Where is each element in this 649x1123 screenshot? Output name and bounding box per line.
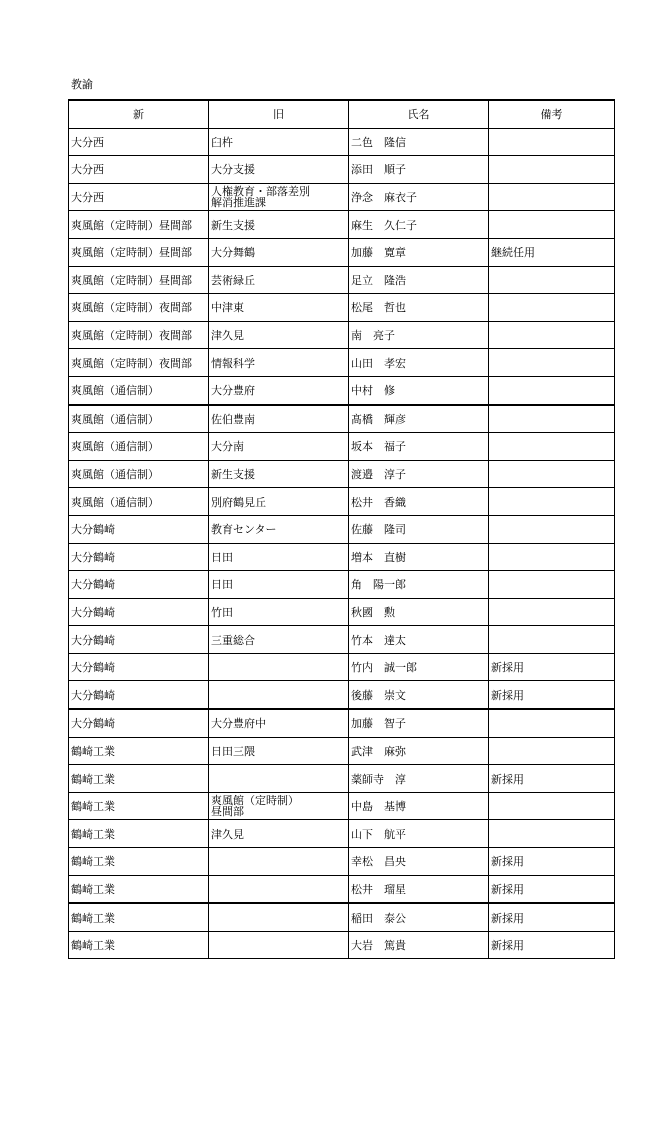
- old-school-line: 情報科学: [211, 356, 255, 370]
- cell-old-school: [209, 433, 349, 461]
- table-row: [69, 626, 615, 654]
- cell-note: 新採用: [489, 681, 615, 709]
- cell-old-school: [209, 321, 349, 349]
- cell-new-school: 爽風館（定時制）昼間部: [69, 266, 209, 294]
- old-school-line: 別府鶴見丘: [211, 495, 266, 509]
- cell-new-school: 爽風館（通信制）: [69, 376, 209, 404]
- cell-old-school: [209, 294, 349, 322]
- cell-name: 松井 瑠星: [349, 875, 489, 903]
- table-row: [69, 266, 615, 294]
- cell-note: [489, 571, 615, 599]
- old-school-line: 津久見: [211, 329, 244, 343]
- cell-old-school: [209, 405, 349, 433]
- old-school-line: 三重総合: [211, 633, 255, 647]
- table-row: [69, 405, 615, 433]
- cell-name: 山下 航平: [349, 820, 489, 848]
- table-header-row: [69, 100, 615, 128]
- old-school-line: 教育センター: [211, 523, 277, 537]
- cell-new-school: 大分鶴崎: [69, 598, 209, 626]
- cell-note: 新採用: [489, 903, 615, 931]
- cell-name: 後藤 崇文: [349, 681, 489, 709]
- cell-new-school: 鶴崎工業: [69, 737, 209, 765]
- personnel-table: [68, 99, 615, 959]
- cell-note: [489, 460, 615, 488]
- old-school-line: 臼杵: [211, 135, 233, 149]
- cell-new-school: 大分西: [69, 156, 209, 184]
- cell-note: [489, 294, 615, 322]
- cell-name: 増本 直樹: [349, 543, 489, 571]
- header-old: 旧: [209, 100, 349, 128]
- cell-name: 加藤 寛章: [349, 238, 489, 266]
- cell-note: [489, 349, 615, 377]
- cell-new-school: 大分鶴崎: [69, 571, 209, 599]
- cell-name: 竹内 誠一郎: [349, 653, 489, 681]
- cell-name: 薬師寺 淳: [349, 765, 489, 793]
- cell-name: 大岩 篤貴: [349, 931, 489, 959]
- cell-old-school: [209, 598, 349, 626]
- table-row: [69, 460, 615, 488]
- cell-old-school: [209, 183, 349, 211]
- cell-note: [489, 266, 615, 294]
- cell-new-school: 爽風館（通信制）: [69, 433, 209, 461]
- table-row: [69, 349, 615, 377]
- cell-name: 山田 孝宏: [349, 349, 489, 377]
- header-name: 氏名: [349, 100, 489, 128]
- table-row: [69, 183, 615, 211]
- cell-old-school: [209, 653, 349, 681]
- cell-name: 稲田 泰公: [349, 903, 489, 931]
- cell-old-school: [209, 875, 349, 903]
- table-row: [69, 598, 615, 626]
- cell-new-school: 鶴崎工業: [69, 848, 209, 876]
- cell-new-school: 爽風館（定時制）昼間部: [69, 211, 209, 239]
- cell-new-school: 鶴崎工業: [69, 820, 209, 848]
- table-row: [69, 571, 615, 599]
- cell-name: 秋國 勲: [349, 598, 489, 626]
- cell-name: 中島 基博: [349, 792, 489, 820]
- cell-note: [489, 405, 615, 433]
- cell-old-school: [209, 128, 349, 156]
- cell-old-school: [209, 626, 349, 654]
- old-school-line: 日田三隈: [211, 744, 255, 758]
- cell-note: [489, 183, 615, 211]
- cell-name: 渡邉 淳子: [349, 460, 489, 488]
- cell-old-school: [209, 543, 349, 571]
- cell-name: 加藤 智子: [349, 709, 489, 737]
- cell-note: 新採用: [489, 653, 615, 681]
- cell-old-school: [209, 820, 349, 848]
- cell-old-school: [209, 266, 349, 294]
- cell-new-school: 大分鶴崎: [69, 626, 209, 654]
- old-school-line: 津久見: [211, 827, 244, 841]
- cell-note: 新採用: [489, 875, 615, 903]
- cell-old-school: [209, 376, 349, 404]
- table-row: [69, 515, 615, 543]
- cell-old-school: [209, 931, 349, 959]
- cell-name: 武津 麻弥: [349, 737, 489, 765]
- old-school-line: 人権教育・部落差別: [211, 185, 310, 199]
- old-school-line: 昼間部: [211, 805, 244, 819]
- table-row: [69, 848, 615, 876]
- header-new: 新: [69, 100, 209, 128]
- old-school-line: 新生支援: [211, 468, 255, 482]
- cell-old-school: [209, 238, 349, 266]
- old-school-line: 中津東: [211, 301, 244, 315]
- cell-new-school: 鶴崎工業: [69, 903, 209, 931]
- cell-new-school: 爽風館（通信制）: [69, 460, 209, 488]
- cell-old-school: [209, 903, 349, 931]
- cell-name: 浄念 麻衣子: [349, 183, 489, 211]
- cell-new-school: 爽風館（定時制）夜間部: [69, 349, 209, 377]
- table-row: [69, 792, 615, 820]
- table-row: [69, 903, 615, 931]
- old-school-line: 竹田: [211, 605, 233, 619]
- cell-new-school: 大分鶴崎: [69, 709, 209, 737]
- cell-name: 松井 香織: [349, 488, 489, 516]
- cell-old-school: [209, 765, 349, 793]
- cell-name: 幸松 昌央: [349, 848, 489, 876]
- table-row: [69, 820, 615, 848]
- table-row: [69, 488, 615, 516]
- cell-new-school: 爽風館（通信制）: [69, 405, 209, 433]
- cell-name: 竹本 達太: [349, 626, 489, 654]
- old-school-line: 大分支援: [211, 163, 255, 177]
- table-row: [69, 433, 615, 461]
- cell-old-school: [209, 515, 349, 543]
- cell-name: 添田 順子: [349, 156, 489, 184]
- cell-new-school: 爽風館（定時制）昼間部: [69, 238, 209, 266]
- cell-new-school: 大分西: [69, 128, 209, 156]
- table-row: [69, 128, 615, 156]
- cell-old-school: [209, 792, 349, 820]
- cell-name: 足立 隆浩: [349, 266, 489, 294]
- cell-old-school: [209, 460, 349, 488]
- cell-note: [489, 820, 615, 848]
- table-row: [69, 294, 615, 322]
- old-school-line: 日田: [211, 550, 233, 564]
- cell-note: [489, 543, 615, 571]
- table-row: [69, 737, 615, 765]
- cell-note: [489, 515, 615, 543]
- cell-name: 中村 修: [349, 376, 489, 404]
- cell-new-school: 大分鶴崎: [69, 515, 209, 543]
- section-caption: 教諭: [71, 78, 93, 91]
- table-row: [69, 543, 615, 571]
- cell-name: 髙橋 輝彦: [349, 405, 489, 433]
- cell-new-school: 鶴崎工業: [69, 875, 209, 903]
- cell-note: [489, 737, 615, 765]
- cell-old-school: [209, 681, 349, 709]
- cell-name: 二色 隆信: [349, 128, 489, 156]
- old-school-line: 解消推進課: [211, 196, 266, 210]
- table-row: [69, 709, 615, 737]
- cell-name: 佐藤 隆司: [349, 515, 489, 543]
- cell-new-school: 大分西: [69, 183, 209, 211]
- old-school-line: 芸術緑丘: [211, 273, 255, 287]
- cell-old-school: [209, 349, 349, 377]
- cell-note: [489, 598, 615, 626]
- cell-new-school: 爽風館（定時制）夜間部: [69, 321, 209, 349]
- cell-name: 坂本 福子: [349, 433, 489, 461]
- cell-old-school: [209, 156, 349, 184]
- table-body: [69, 128, 615, 959]
- table-row: [69, 238, 615, 266]
- cell-note: 新採用: [489, 848, 615, 876]
- cell-note: [489, 321, 615, 349]
- cell-note: [489, 128, 615, 156]
- cell-name: 麻生 久仁子: [349, 211, 489, 239]
- cell-note: [489, 792, 615, 820]
- cell-old-school: [209, 848, 349, 876]
- cell-note: [489, 376, 615, 404]
- cell-name: 角 陽一郎: [349, 571, 489, 599]
- cell-old-school: [209, 488, 349, 516]
- cell-note: [489, 211, 615, 239]
- cell-new-school: 爽風館（通信制）: [69, 488, 209, 516]
- table-row: [69, 681, 615, 709]
- cell-note: 継続任用: [489, 238, 615, 266]
- old-school-line: 新生支援: [211, 218, 255, 232]
- cell-name: 松尾 哲也: [349, 294, 489, 322]
- old-school-line: 日田: [211, 578, 233, 592]
- cell-new-school: 爽風館（定時制）夜間部: [69, 294, 209, 322]
- cell-note: [489, 709, 615, 737]
- table-row: [69, 875, 615, 903]
- cell-old-school: [209, 211, 349, 239]
- cell-new-school: 鶴崎工業: [69, 765, 209, 793]
- table-row: [69, 211, 615, 239]
- cell-new-school: 大分鶴崎: [69, 681, 209, 709]
- table-row: [69, 376, 615, 404]
- table-row: [69, 931, 615, 959]
- old-school-line: 大分豊府: [211, 384, 255, 398]
- cell-note: [489, 156, 615, 184]
- cell-note: 新採用: [489, 765, 615, 793]
- cell-new-school: 鶴崎工業: [69, 792, 209, 820]
- cell-note: [489, 433, 615, 461]
- cell-note: [489, 488, 615, 516]
- old-school-line: 大分豊府中: [211, 717, 266, 731]
- cell-note: [489, 626, 615, 654]
- old-school-line: 佐伯豊南: [211, 412, 255, 426]
- cell-new-school: 大分鶴崎: [69, 653, 209, 681]
- old-school-line: 大分南: [211, 440, 244, 454]
- cell-name: 南 亮子: [349, 321, 489, 349]
- cell-old-school: [209, 737, 349, 765]
- table-row: [69, 156, 615, 184]
- header-note: 備考: [489, 100, 615, 128]
- old-school-line: 大分舞鶴: [211, 246, 255, 260]
- cell-new-school: 鶴崎工業: [69, 931, 209, 959]
- cell-note: 新採用: [489, 931, 615, 959]
- cell-old-school: [209, 709, 349, 737]
- table-row: [69, 765, 615, 793]
- cell-old-school: [209, 571, 349, 599]
- table-row: [69, 321, 615, 349]
- cell-new-school: 大分鶴崎: [69, 543, 209, 571]
- table-row: [69, 653, 615, 681]
- old-school-line: 爽風館（定時制）: [211, 794, 299, 808]
